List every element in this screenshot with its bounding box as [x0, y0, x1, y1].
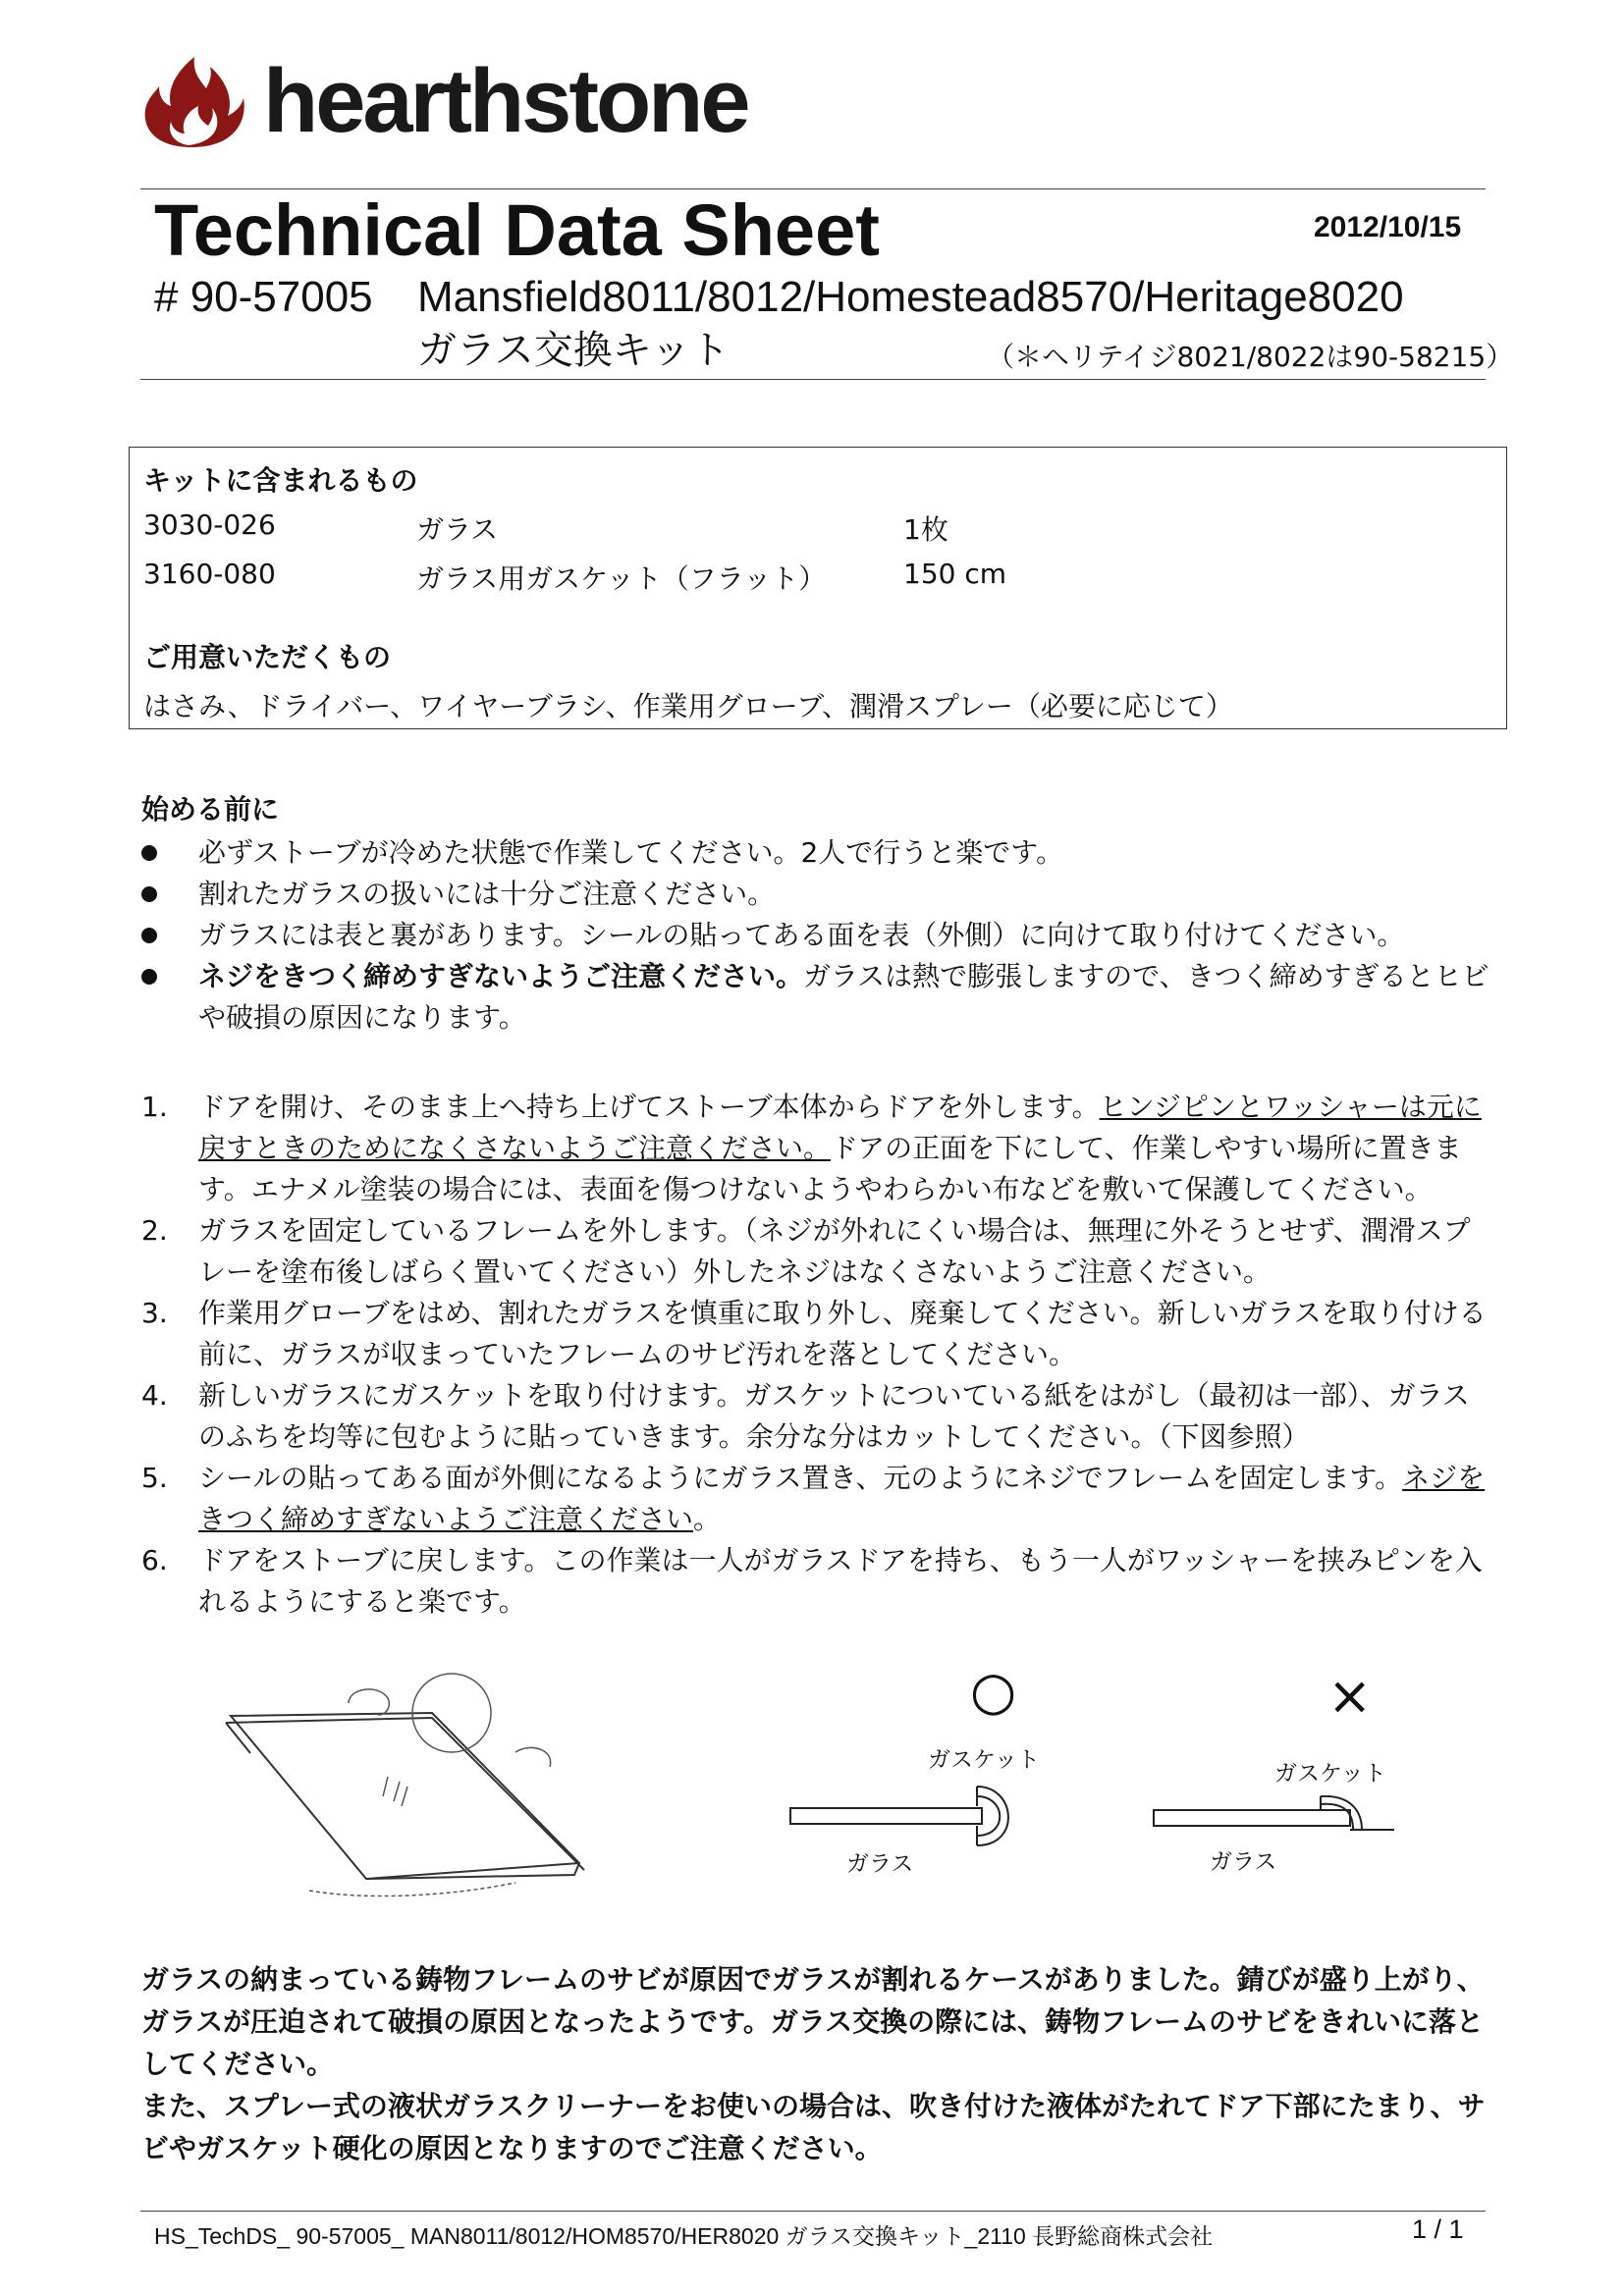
step-number: 2.	[141, 1214, 168, 1247]
model-list: Mansfield8011/8012/Homestead8570/Heritage8020	[417, 273, 1404, 321]
kit-item-code: 3030-026	[143, 508, 276, 541]
subtitle-note: （＊ヘリテイジ8021/8022は90-58215）	[987, 341, 1514, 373]
step-text: 作業用グローブをはめ、割れたガラスを慎重に取り外し、廃棄してください。新しいガラスを取り付ける前に、ガラスが収まっていたフレームのサビ汚れを落としてください。	[198, 1297, 1487, 1370]
bullet-icon	[141, 845, 157, 861]
kit-subtitle: ガラス交換キット	[417, 328, 730, 373]
kit-item-name: ガラス	[416, 513, 499, 546]
step-text-part: シールの貼ってある面が外側になるようにガラス置き、元のようにネジでフレームを固定します。	[198, 1462, 1403, 1494]
step-text-part: ドアを開け、そのまま上へ持ち上げてストーブ本体からドアを外します。	[198, 1091, 1100, 1123]
kit-contents-box	[129, 447, 1507, 729]
step-number: 3.	[141, 1297, 168, 1329]
before-bullet: 割れたガラスの扱いには十分ご注意ください。	[198, 878, 776, 910]
footer-rule	[140, 2211, 1486, 2212]
incorrect-gasket-diagram	[1154, 1787, 1399, 1845]
before-bullet: ガラスには表と裏があります。シールの貼ってある面を表（外側）に向けて取り付けてください。	[198, 919, 1405, 951]
step-text-underlined: ネジをきつく締めすぎないようご注意ください	[198, 1462, 1486, 1535]
step-number: 1.	[141, 1091, 168, 1123]
kit-item-qty: 150 cm	[903, 558, 1007, 590]
page-number: 1 / 1	[1412, 2215, 1464, 2244]
step-number: 6.	[141, 1544, 168, 1576]
prepare-items: はさみ、ドライバー、ワイヤーブラシ、作業用グローブ、潤滑スプレー（必要に応じて）	[143, 690, 1233, 722]
step-text: ドアをストーブに戻します。この作業は一人がガラスドアを持ち、もう一人がワッシャーを挟みピンを入れるようにすると楽です。	[198, 1544, 1483, 1618]
before-heading: 始める前に	[141, 793, 280, 826]
step-text-underlined: ヒンジピンとワッシャーは元に戻すときのためになくさないようご注意ください。	[198, 1091, 1482, 1164]
step-text-part: ドアの正面を下にして、作業しやすい場所に置きます。エナメル塗装の場合には、表面を傷つけないようやわらかい布などを敷いて保護してください。	[198, 1132, 1462, 1205]
step-text-part: 。	[693, 1503, 722, 1535]
step-number: 5.	[141, 1462, 168, 1494]
step-text	[198, 1087, 1494, 1210]
bullet-icon	[141, 969, 157, 985]
part-number: # 90-57005	[154, 273, 373, 321]
glass-gasket-illustration	[221, 1669, 594, 1904]
brand-logo	[137, 47, 748, 155]
kit-heading: キットに含まれるもの	[143, 464, 418, 497]
bullet-icon	[141, 886, 157, 902]
step-text: 新しいガラスにガスケットを取り付けます。ガスケットについている紙をはがし（最初は一部）、ガラスのふちを均等に包むように貼っていきます。余分な分はカットしてください。（下図参照）	[198, 1379, 1470, 1453]
page-title: Technical Data Sheet	[154, 189, 880, 271]
gasket-label: ガスケット	[928, 1747, 1040, 1773]
document-date: 2012/10/15	[1314, 211, 1462, 243]
glass-label: ガラス	[1210, 1849, 1277, 1875]
correct-gasket-diagram	[790, 1777, 1026, 1855]
footer-text: HS_TechDS_ 90-57005_ MAN8011/8012/HOM8570/HER8020 ガラス交換キット_2110 長野総商株式会社	[154, 2223, 1214, 2249]
kit-item-qty: 1枚	[903, 513, 948, 546]
incorrect-mark: ×	[1327, 1665, 1373, 1727]
rust-warning-note: ガラスの納まっている鋳物フレームのサビが原因でガラスが割れるケースがありました。錆びが盛り上がり、ガラスが圧迫されて破損の原因となったようです。ガラス交換の際には、鋳物フレームのサビをきれいに落としてください。	[141, 1963, 1485, 2080]
step-number: 4.	[141, 1379, 168, 1412]
before-bullet: 必ずストーブが冷めた状態で作業してください。2人で行うと楽です。	[198, 836, 1064, 869]
flame-icon	[137, 51, 250, 149]
step-text: ガラスを固定しているフレームを外します。（ネジが外れにくい場合は、無理に外そうとせず、潤滑スプレーを塗布後しばらく置いてください）外したネジはなくさないようご注意ください。	[198, 1214, 1471, 1288]
cleaner-warning-note: また、スプレー式の液状ガラスクリーナーをお使いの場合は、吹き付けた液体がたれてドア下部にたまり、サビやガスケット硬化の原因となりますのでご注意ください。	[141, 2090, 1486, 2164]
bullet-emphasis: ネジをきつく締めすぎないようご注意ください。	[198, 960, 804, 992]
gasket-label: ガスケット	[1274, 1761, 1386, 1787]
before-bullet	[198, 956, 1494, 1039]
prepare-heading: ご用意いただくもの	[143, 641, 392, 673]
bullet-rest: ガラスは熱で膨張しますので、きつく締めすぎるとヒビや破損の原因になります。	[198, 960, 1489, 1034]
glass-label: ガラス	[846, 1851, 914, 1877]
header-rule-bottom	[140, 379, 1486, 380]
bullet-icon	[141, 928, 157, 943]
kit-item-code: 3160-080	[143, 558, 276, 590]
brand-name: hearthstone	[263, 51, 748, 151]
correct-mark: ○	[970, 1660, 1017, 1722]
step-text	[198, 1458, 1494, 1540]
kit-item-name: ガラス用ガスケット（フラット）	[416, 562, 827, 595]
